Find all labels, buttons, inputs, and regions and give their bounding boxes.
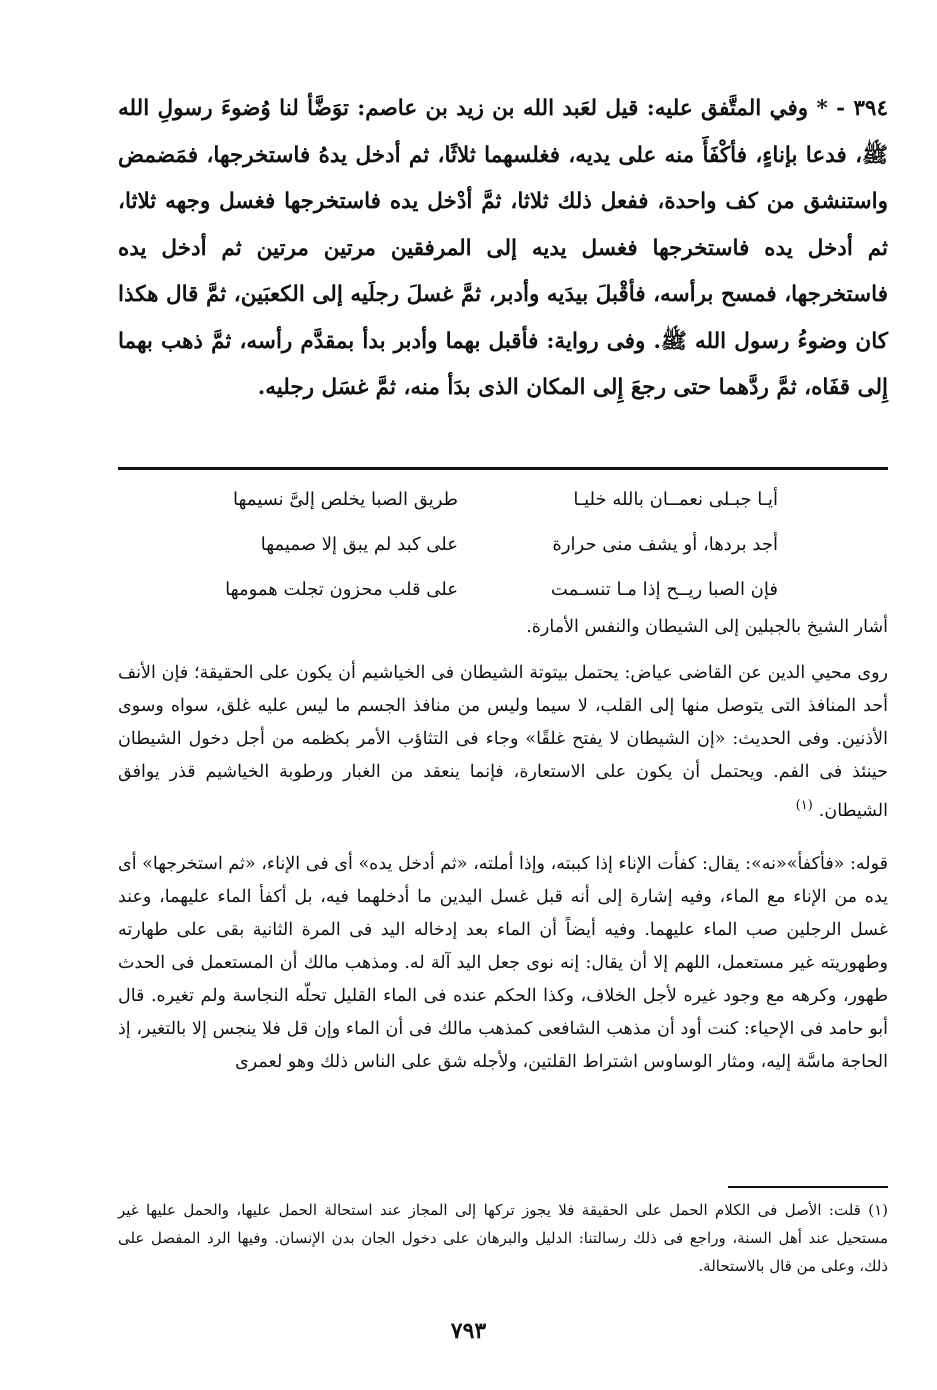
footnote-reference: (١) xyxy=(795,798,813,813)
commentary-qadi-text: روى محيي الدين عن القاضى عياض: يحتمل بيتوتة الشيطان فى الخياشيم أن يكون على الحقيقة؛ فإن الأنف أحد المنافذ التى يتوصل منها إلى القلب، لا سيما وليس من منافذ الجسم ما ليس عليه غلق، سواه وسوى الأذنين. وفى الحديث: «إن الشيطان لا يفتح غلقًا» وجاء فى التثاؤب الأمر بكظمه من أجل دخول الشيطان حينئذ فى الفم. ويحتمل أن يكون على الاستعارة، فإنما ينعقد من الغبار ورطوبة الخياشيم قذر يوافق الشيطان. xyxy=(118,663,888,821)
poem-verse xyxy=(118,525,888,565)
poem-second-hemistich: طريق الصبا يخلص إلىَّ نسيمها xyxy=(233,489,458,510)
poem-first-hemistich: أجد بردها، أو يشف منى حرارة xyxy=(552,534,778,555)
poem-verse xyxy=(118,570,888,610)
footnote: (١) قلت: الأصل فى الكلام الحمل على الحقيقة فلا يجوز تركها إلى المجاز عند استحالة الحمل عليها، والحمل عليها غير مستحيل عند أهل السنة، وراجع فى ذلك رسالتنا: الدليل والبرهان على دخول الجان بدن الإنسان. وفيها الرد المفصل على ذلك، وعلى من قال بالاستحالة. xyxy=(118,1201,888,1275)
poem xyxy=(118,480,888,615)
poem-second-hemistich: على كبد لم يبق إلا صميمها xyxy=(260,534,458,555)
poem-second-hemistich: على قلب محزون تجلت همومها xyxy=(225,579,458,600)
poem-first-hemistich: أيـا جبـلى نعمــان بالله خليـا xyxy=(573,489,778,510)
poem-verse xyxy=(118,480,888,520)
poem-first-hemistich: فإن الصبا ريــح إذا مـا تنسـمت xyxy=(550,579,778,600)
section-divider xyxy=(118,467,888,470)
hadith-text: ٣٩٤ - * وفي المتَّفق عليه: قيل لعَبد الله بن زيد بن عاصم: توَضَّأ لنا وُضوءَ رسولِ الله ﷺ، فدعا بإناءٍ، فأكْفَأَ منه على يديه، فغلسهما ثلاثًا، ثم أدخل يدهُ فاستخرجها، فمَضمض واستنشق من كف واحدة، ففعل ذلك ثلاثا، ثمَّ أدْخل يده فاستخرجها فغسل وجهه ثلاثا، ثم أدخل يده فاستخرجها فغسل يديه إلى المرفقين مرتين مرتين ثم أدخل يده فاستخرجها، فمسح برأسه، فأقْبلَ بيدَيه وأدبر، ثمَّ غسلَ رجلَيه إلى الكعبَين، ثمَّ قال هكذا كان وضوءُ رسول الله ﷺ. وفى رواية: فأقبل بهما وأدبر بدأ بمقدَّم رأسه، ثمَّ ذهب بهما إِلى قفَاه، ثمَّ ردَّهما حتى رجعَ إِلى المكان الذى بدَأ منه، ثمَّ غسَل رجليه. xyxy=(118,96,888,400)
commentary-intro: أشار الشيخ بالجبلين إلى الشيطان والنفس الأمارة. xyxy=(526,617,888,637)
page-number: ٧٩٣ xyxy=(450,1318,487,1344)
commentary-explanation: قوله: «فأكفأ»«نه»: يقال: كفأت الإناء إذا كببته، وإذا أملته، «ثم أدخل يده» أى فى الإناء، «ثم استخرجها» أى يده من الإناء مع الماء، وفيه إشارة إلى أنه قبل غسل اليدين ما أدخلهما فيه، بل أكفأ الماء عليهما، وعند غسل الرجلين صب الماء عليهما. وفيه أيضاً أن الماء بعد إدخاله اليد فى المرة الثانية بقى على طهارته وطهوريته غير مستعمل، اللهم إلا أن يقال: إنه نوى جعل اليد آلة له. ومذهب مالك أن المستعمل فى الحدث طهور، وكرهه مع وجود غيره لأجل الخلاف، وكذا الحكم عنده فى الماء القليل تحلّه النجاسة ولم تغيره. قال أبو حامد فى الإحياء: كنت أود أن مذهب الشافعى كمذهب مالك فى أن الماء وإن قل فلا ينجس إلا بالتغير، إذ الحاجة ماسَّة إليه، ومثار الوساوس اشتراط القلتين، ولأجله شق على الناس ذلك وهو لعمرى xyxy=(118,854,888,1072)
footnote-divider xyxy=(728,1186,888,1188)
commentary-qadi-iyad xyxy=(118,657,888,828)
